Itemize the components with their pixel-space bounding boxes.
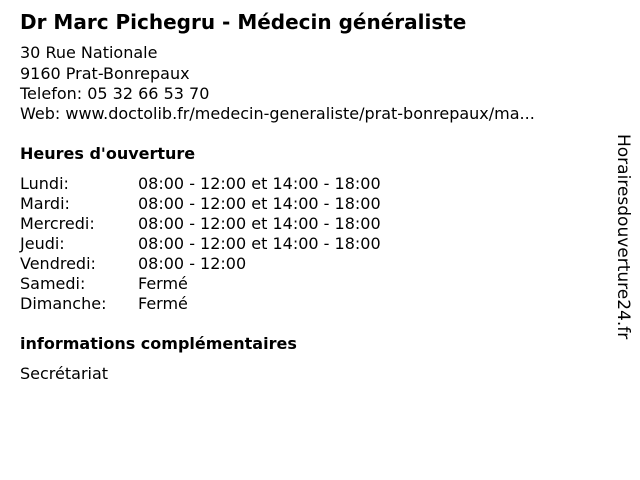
hours-day: Vendredi: bbox=[20, 254, 96, 273]
opening-hours-heading: Heures d'ouverture bbox=[20, 144, 196, 163]
website-line: Web: www.doctolib.fr/medecin-generaliste/prat-bonrepaux/ma... bbox=[20, 104, 535, 123]
site-watermark bbox=[608, 134, 638, 374]
hours-day: Lundi: bbox=[20, 174, 69, 193]
hours-time: 08:00 - 12:00 et 14:00 - 18:00 bbox=[138, 214, 381, 233]
watermark-text: Horairesdouverture24.fr bbox=[613, 134, 633, 340]
hours-time: 08:00 - 12:00 et 14:00 - 18:00 bbox=[138, 174, 381, 193]
hours-day: Jeudi: bbox=[20, 234, 65, 253]
hours-time: 08:00 - 12:00 et 14:00 - 18:00 bbox=[138, 234, 381, 253]
hours-time: Fermé bbox=[138, 274, 188, 293]
address-street: 30 Rue Nationale bbox=[20, 43, 158, 62]
page-title: Dr Marc Pichegru - Médecin généraliste bbox=[20, 10, 467, 34]
hours-time: 08:00 - 12:00 bbox=[138, 254, 247, 273]
hours-day: Mardi: bbox=[20, 194, 70, 213]
hours-day: Dimanche: bbox=[20, 294, 107, 313]
address-city: 9160 Prat-Bonrepaux bbox=[20, 64, 190, 83]
additional-info-text: Secrétariat bbox=[20, 364, 109, 383]
hours-day: Mercredi: bbox=[20, 214, 95, 233]
additional-info-heading: informations complémentaires bbox=[20, 334, 297, 353]
hours-time: Fermé bbox=[138, 294, 188, 313]
business-card bbox=[20, 0, 600, 480]
hours-time: 08:00 - 12:00 et 14:00 - 18:00 bbox=[138, 194, 381, 213]
phone-line: Telefon: 05 32 66 53 70 bbox=[20, 84, 210, 103]
hours-day: Samedi: bbox=[20, 274, 86, 293]
